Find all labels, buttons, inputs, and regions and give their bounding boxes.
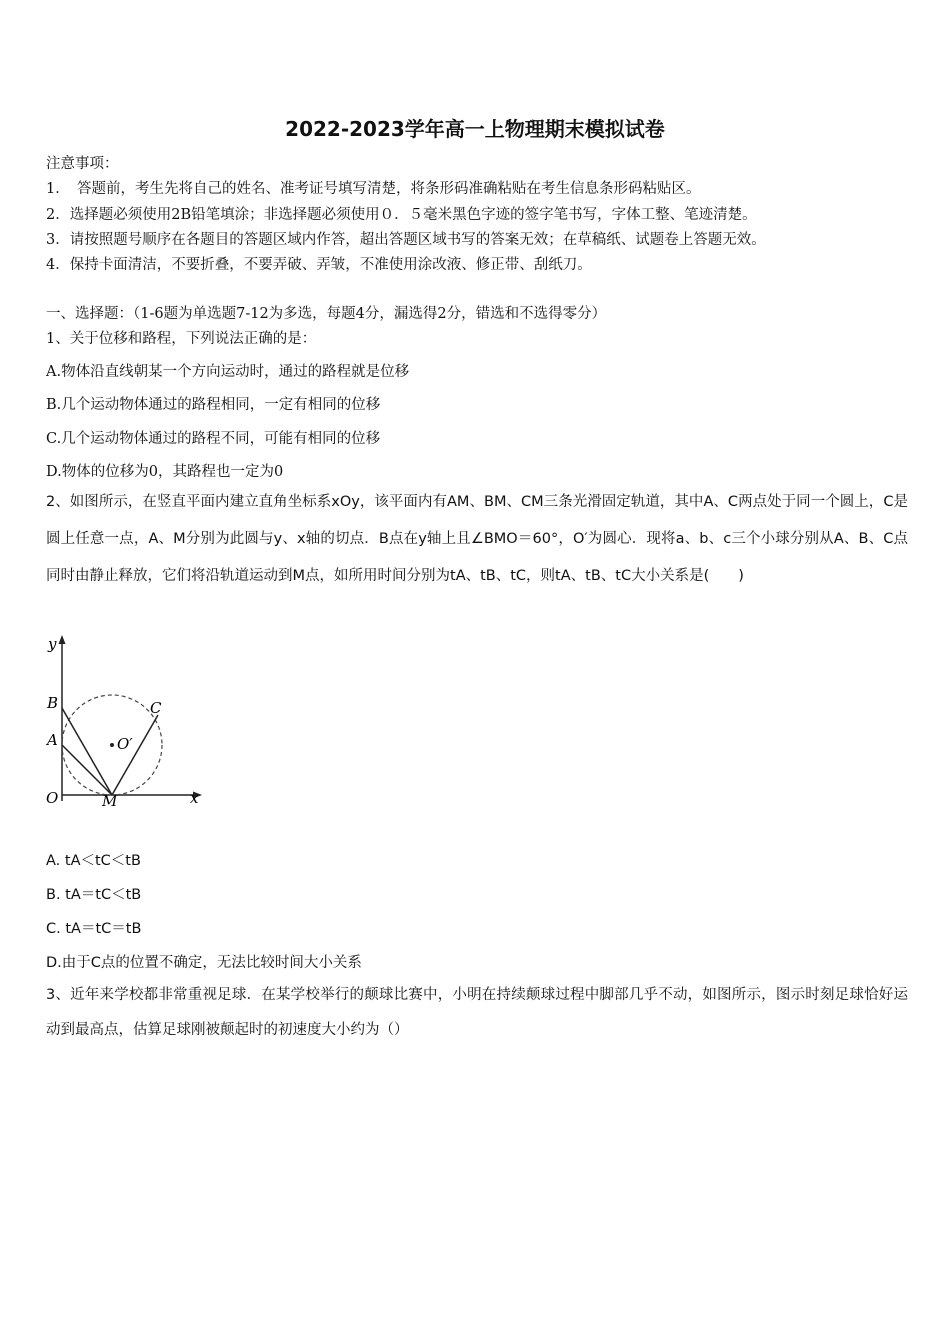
question-2-option-a: A. tA＜tC＜tB [46,853,141,869]
question-2-option-d: D.由于C点的位置不确定，无法比较时间大小关系 [46,955,362,971]
question-1-option-b: B.几个运动物体通过的路程相同，一定有相同的位移 [46,397,381,413]
question-2-option-b: B. tA＝tC＜tB [46,887,142,903]
question-2-figure [40,633,210,813]
question-2-option-c: C. tA＝tC＝tB [46,921,142,937]
y-axis-arrow-icon [59,635,66,644]
question-1-option-a: A.物体沿直线朝某一个方向运动时，通过的路程就是位移 [46,364,410,380]
question-1-option-d: D.物体的位移为0，其路程也一定为0 [46,464,284,480]
notice-item-4: 4．保持卡面清洁，不要折叠，不要弄破、弄皱，不准使用涂改液、修正带、刮纸刀。 [46,257,592,273]
label-x: x [190,789,199,807]
page-title: 2022-2023学年高一上物理期末模拟试卷 [285,117,665,141]
label-o: O [46,789,59,807]
question-3-stem: 3、近年来学校都非常重视足球．在某学校举行的颠球比赛中，小明在持续颠球过程中脚部几乎不动，如图所示，图示时刻足球恰好运动到最高点，估算足球刚被颠起时的初速度大小约为（） [46,987,908,1038]
label-m: M [102,792,118,810]
question-1-option-c: C.几个运动物体通过的路程不同，可能有相同的位移 [46,431,381,447]
label-b: B [47,694,59,712]
label-y: y [48,635,57,653]
question-1-stem: 1、关于位移和路程，下列说法正确的是： [46,331,317,347]
section-heading: 一、选择题：（1-6题为单选题7-12为多选，每题4分，漏选得2分，错选和不选得零分） [46,306,607,322]
notice-heading: 注意事项： [46,156,119,172]
track-cm [112,715,158,795]
notice-item-1: 1． 答题前，考生先将自己的姓名、准考证号填写清楚，将条形码准确粘贴在考生信息条形码粘贴区。 [46,181,701,197]
label-c: C [150,699,162,717]
label-center: O′ [117,735,133,753]
question-2-stem: 2、如图所示，在竖直平面内建立直角坐标系xOy，该平面内有AM、BM、CM三条光滑固定轨道，其中A、C两点处于同一个圆上，C是圆上任意一点，A、M分别为此圆与y、x轴的切点．B点在y轴上且∠BMO＝60°，O′为圆心．现将a、b、c三个小球分别从A、B、C点同时由静止释放，它们将沿轨道运动到M点，如所用时间分别为tA、tB、tC，则tA、tB、tC大小关系是( ) [46,494,908,584]
label-a: A [47,731,58,749]
notice-item-2: 2．选择题必须使用2B铅笔填涂；非选择题必须使用０．５毫米黑色字迹的签字笔书写，字体工整、笔迹清楚。 [46,207,757,223]
notice-item-3: 3．请按照题号顺序在各题目的答题区域内作答，超出答题区域书写的答案无效；在草稿纸、试题卷上答题无效。 [46,232,766,248]
circle-center-point [110,743,114,747]
